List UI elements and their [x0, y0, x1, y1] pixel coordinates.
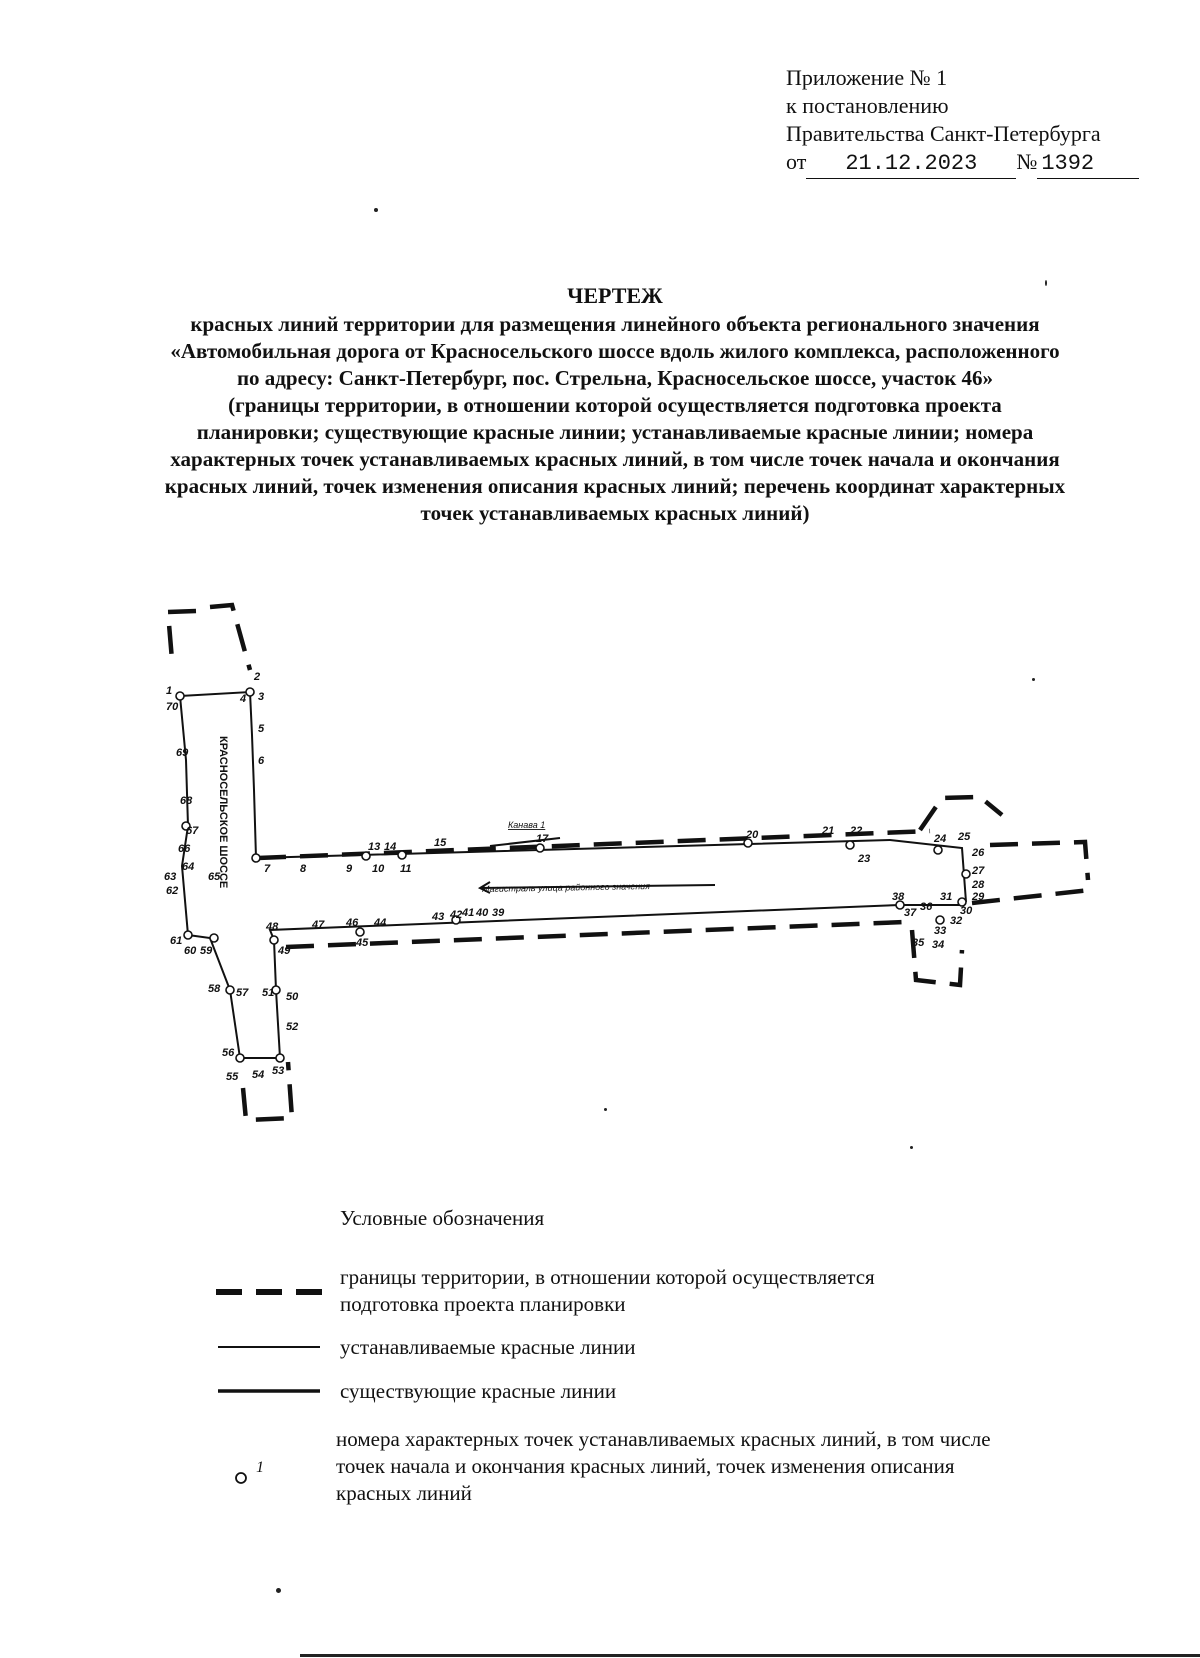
annex-number-label: № — [1016, 149, 1038, 174]
point-number: 8 — [300, 863, 307, 875]
point-number: 31 — [940, 891, 953, 903]
point-marker — [210, 934, 218, 942]
point-number: 42 — [450, 909, 463, 921]
point-number: 20 — [746, 829, 759, 841]
point-number: 49 — [278, 945, 291, 957]
scan-speck — [604, 1108, 607, 1111]
point-number: 56 — [222, 1047, 235, 1059]
annex-block — [786, 64, 1139, 179]
point-number: 63 — [164, 871, 177, 883]
legend-boundary-symbol — [214, 1286, 324, 1298]
point-number: 9 — [346, 863, 353, 875]
point-number: 26 — [972, 847, 985, 859]
point-number: 44 — [374, 917, 387, 929]
point-number: 45 — [356, 937, 369, 949]
point-number: 67 — [186, 825, 199, 837]
annex-from-label: от — [786, 149, 807, 174]
point-number: 38 — [892, 891, 905, 903]
point-number: 41 — [462, 907, 475, 919]
point-number: 4 — [240, 693, 247, 705]
title-line: красных линий территории для размещения линейного объекта регионального значения — [190, 312, 1040, 336]
document-title — [70, 282, 1160, 527]
point-number: 22 — [850, 825, 863, 837]
point-number: 64 — [182, 861, 195, 873]
red-lines — [180, 692, 966, 1058]
boundary-segment — [920, 797, 1002, 830]
red-line-established — [256, 840, 966, 902]
point-number: 27 — [972, 865, 985, 877]
point-number: 68 — [180, 795, 193, 807]
legend-point-symbol — [232, 1458, 272, 1488]
title-line: характерных точек устанавливаемых красных линий, в том числе точек начала и окончания — [170, 447, 1060, 471]
canal-leader — [490, 838, 560, 846]
point-number: 50 — [286, 991, 299, 1003]
point-number: 46 — [346, 917, 359, 929]
point-number: 51 — [262, 987, 275, 999]
title-line: точек устанавливаемых красных линий) — [420, 501, 810, 525]
point-number: 6 — [258, 755, 265, 767]
legend-existing-lines-symbol — [216, 1388, 322, 1394]
point-number: 28 — [972, 879, 985, 891]
point-number: 40 — [476, 907, 489, 919]
point-number: 36 — [920, 901, 933, 913]
canal-label: Канава 1 — [508, 820, 546, 830]
point-number: 54 — [252, 1069, 265, 1081]
point-number: 15 — [434, 837, 447, 849]
legend-line: номера характерных точек устанавливаемых красных линий, в том числе — [336, 1427, 991, 1451]
point-marker — [934, 846, 942, 854]
point-number: 37 — [904, 907, 917, 919]
point-number: 24 — [934, 833, 947, 845]
point-number: 21 — [822, 825, 835, 837]
point-number: 47 — [312, 919, 325, 931]
planning-boundary — [168, 605, 1090, 1120]
point-marker — [362, 852, 370, 860]
scan-speck — [1032, 678, 1035, 681]
point-number: 48 — [266, 921, 279, 933]
legend-line: точек начала и окончания красных линий, точек изменения описания — [336, 1454, 955, 1478]
annex-date-row — [786, 148, 1139, 179]
point-marker — [936, 916, 944, 924]
point-number: 7 — [264, 863, 271, 875]
legend-point-number: 1 — [256, 1459, 264, 1476]
annex-line-3: Правительства Санкт-Петербурга — [786, 121, 1101, 146]
annex-number: 1392 — [1037, 150, 1139, 179]
point-number: 66 — [178, 843, 191, 855]
point-number: 3 — [258, 691, 265, 703]
legend-boundary-text — [340, 1264, 875, 1318]
annex-line-1: Приложение № 1 — [786, 65, 948, 90]
point-marker — [236, 1054, 244, 1062]
point-number: 29 — [972, 891, 985, 903]
red-line-established — [180, 696, 188, 935]
annex-date: 21.12.2023 — [806, 150, 1016, 179]
point-number: 52 — [286, 1021, 299, 1033]
boundary-segment — [990, 842, 1088, 880]
legend-line: границы территории, в отношении которой осуществляется — [340, 1265, 875, 1289]
point-marker — [184, 931, 192, 939]
point-marker — [176, 692, 184, 700]
point-number: 11 — [400, 863, 412, 875]
title-heading: ЧЕРТЕЖ — [567, 283, 663, 308]
title-line: красных линий, точек изменения описания красных линий; перечень координат характерных — [164, 474, 1066, 498]
point-marker — [536, 844, 544, 852]
point-marker — [276, 1054, 284, 1062]
point-number: 33 — [934, 925, 947, 937]
point-number: 5 — [258, 723, 265, 735]
point-number: 53 — [272, 1065, 285, 1077]
street-label: КРАСНОСЕЛЬСКОЕ ШОССЕ — [217, 736, 229, 889]
point-numbers — [164, 671, 985, 1083]
point-number: 32 — [950, 915, 963, 927]
point-number: 70 — [166, 701, 179, 713]
point-number: 14 — [384, 841, 397, 853]
scan-speck — [374, 208, 378, 212]
point-number: 30 — [960, 905, 973, 917]
point-number: 69 — [176, 747, 189, 759]
point-number: 23 — [858, 853, 871, 865]
point-number: 43 — [432, 911, 445, 923]
point-marker — [252, 854, 260, 862]
annex-line-2: к постановлению — [786, 93, 949, 118]
point-number: 10 — [372, 863, 385, 875]
legend-points-text — [336, 1426, 991, 1507]
point-number: 25 — [958, 831, 971, 843]
road-label: Магистраль улица районного значения — [481, 881, 651, 894]
boundary-segment — [168, 611, 196, 660]
point-marker — [356, 928, 364, 936]
point-number: 58 — [208, 983, 221, 995]
point-marker — [246, 688, 254, 696]
point-number: 1 — [166, 685, 173, 697]
page-bottom-rule — [300, 1654, 1200, 1657]
point-number: 2 — [254, 671, 261, 683]
point-marker — [846, 841, 854, 849]
legend-new-lines-text: устанавливаемые красные линии — [340, 1335, 636, 1359]
scan-speck — [910, 1146, 913, 1149]
title-line: «Автомобильная дорога от Красносельского шоссе вдоль жилого комплекса, расположенного — [170, 339, 1060, 363]
point-number: 59 — [200, 945, 213, 957]
point-marker — [398, 851, 406, 859]
point-number: 17 — [536, 833, 549, 845]
point-number: 34 — [932, 939, 945, 951]
title-line: планировки; существующие красные линии; устанавливаемые красные линии; номера — [196, 420, 1034, 444]
legend-existing-lines-text: существующие красные линии — [340, 1379, 617, 1403]
point-marker — [270, 936, 278, 944]
legend-new-lines-symbol — [216, 1344, 322, 1350]
boundary-segment — [210, 605, 250, 670]
legend-line: подготовка проекта планировки — [340, 1292, 626, 1316]
point-number: 35 — [912, 937, 925, 949]
legend-line: красных линий — [336, 1481, 472, 1505]
scan-speck — [276, 1588, 281, 1593]
point-number: 39 — [492, 907, 505, 919]
point-number: 57 — [236, 987, 249, 999]
point-number: 60 — [184, 945, 197, 957]
point-marker — [962, 870, 970, 878]
point-marker — [226, 986, 234, 994]
point-markers — [176, 688, 970, 1062]
boundary-segment — [243, 1062, 292, 1120]
point-number: 13 — [368, 841, 381, 853]
red-lines-drawing — [0, 560, 1200, 1140]
point-number: 55 — [226, 1071, 239, 1083]
point-number: 61 — [170, 935, 183, 947]
point-number: 62 — [166, 885, 179, 897]
legend-title: Условные обозначения — [340, 1206, 545, 1230]
point-number: 65 — [208, 871, 221, 883]
title-line: (границы территории, в отношении которой осуществляется подготовка проекта — [228, 393, 1002, 417]
title-line: по адресу: Санкт-Петербург, пос. Стрельна, Красносельское шоссе, участок 46» — [236, 366, 994, 390]
boundary-segment — [972, 890, 1090, 903]
